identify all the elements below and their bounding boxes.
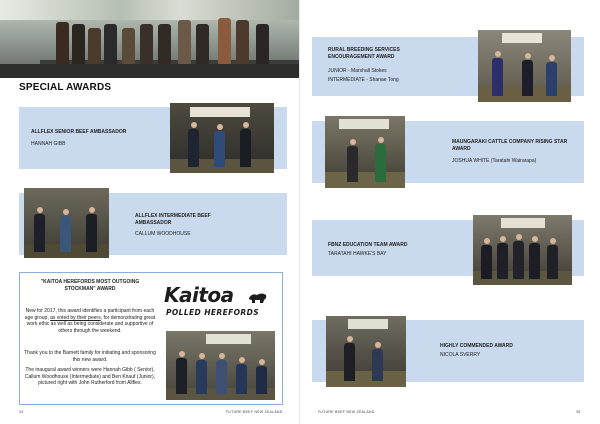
award-photo bbox=[478, 30, 571, 102]
award-photo bbox=[24, 188, 109, 258]
footer-publication: FUTURE BEEF NEW ZEALAND bbox=[318, 410, 375, 414]
page-heading: SPECIAL AWARDS bbox=[19, 82, 112, 93]
award-winner: HANNAH GIBB bbox=[31, 141, 66, 147]
award-winner: JOSHUA WHITE (Taratahi Wairarapa) bbox=[452, 158, 537, 164]
kaitoa-logo bbox=[160, 281, 274, 321]
award-title: ALLFLEX INTERMEDIATE BEEF AMBASSADOR bbox=[135, 213, 211, 226]
footer-publication: FUTURE BEEF NEW ZEALAND bbox=[226, 410, 283, 414]
award-title: MAUNGARAKI CATTLE COMPANY RISING STAR AWARD bbox=[452, 139, 568, 152]
award-winner: INTERMEDIATE - Shanae Tong bbox=[328, 77, 399, 83]
kaitoa-award-box bbox=[19, 272, 283, 405]
award-title: ALLFLEX SENIOR BEEF AMBASSADOR bbox=[31, 129, 127, 135]
page-number: 34 bbox=[19, 410, 24, 414]
right-page bbox=[300, 0, 600, 424]
award-winner: JUNIOR - Marshall Stokes bbox=[328, 68, 387, 74]
kaitoa-award-photo bbox=[166, 331, 275, 400]
award-winner: CALLUM WOODHOUSE bbox=[135, 231, 191, 237]
award-photo bbox=[325, 116, 405, 188]
kaitoa-paragraph-1-text-end: , for demonstrating great work ethic as well as being considerate and supportive of others through the weekend. bbox=[26, 314, 156, 334]
boots-photo bbox=[0, 0, 300, 78]
bull-icon bbox=[248, 291, 268, 305]
kaitoa-award-title: "KAITOA HEREFORDS MOST OUTGOING STOCKMAN" AWARD bbox=[40, 279, 140, 292]
award-photo bbox=[170, 103, 274, 173]
award-photo bbox=[326, 316, 406, 387]
award-title: FBNZ EDUCATION TEAM AWARD bbox=[328, 242, 408, 248]
kaitoa-logo-subtitle: POLLED HEREFORDS bbox=[166, 308, 259, 317]
kaitoa-paragraph-1-text: New for 2017, this award identifies a participant from each age group, bbox=[24, 308, 155, 321]
award-winner: NICOLA SVERRY bbox=[440, 352, 481, 358]
award-title: HIGHLY COMMENDED AWARD bbox=[440, 343, 513, 349]
kaitoa-paragraph-3: The inaugural award winners were Hannah Gibb ( Senior), Callum Woodhouse (Intermediate) and Ben Knauf (Junior), pictured right with John Rutherford from Allflex. bbox=[24, 367, 156, 387]
award-title: RURAL BREEDING SERVICES ENCOURAGEMENT AWARD bbox=[328, 47, 400, 60]
voted-by-peers-text: as voted by their peers bbox=[50, 314, 101, 321]
kaitoa-logo-word: Kaitoa bbox=[164, 283, 234, 307]
award-photo bbox=[473, 215, 572, 285]
page-number: 35 bbox=[576, 410, 581, 414]
award-winner: TARATAHI HAWKE'S BAY bbox=[328, 251, 387, 257]
kaitoa-paragraph-2: Thank you to the Barnett family for initiating and sponsoring this new award. bbox=[24, 350, 156, 363]
kaitoa-paragraph-1 bbox=[24, 308, 156, 334]
